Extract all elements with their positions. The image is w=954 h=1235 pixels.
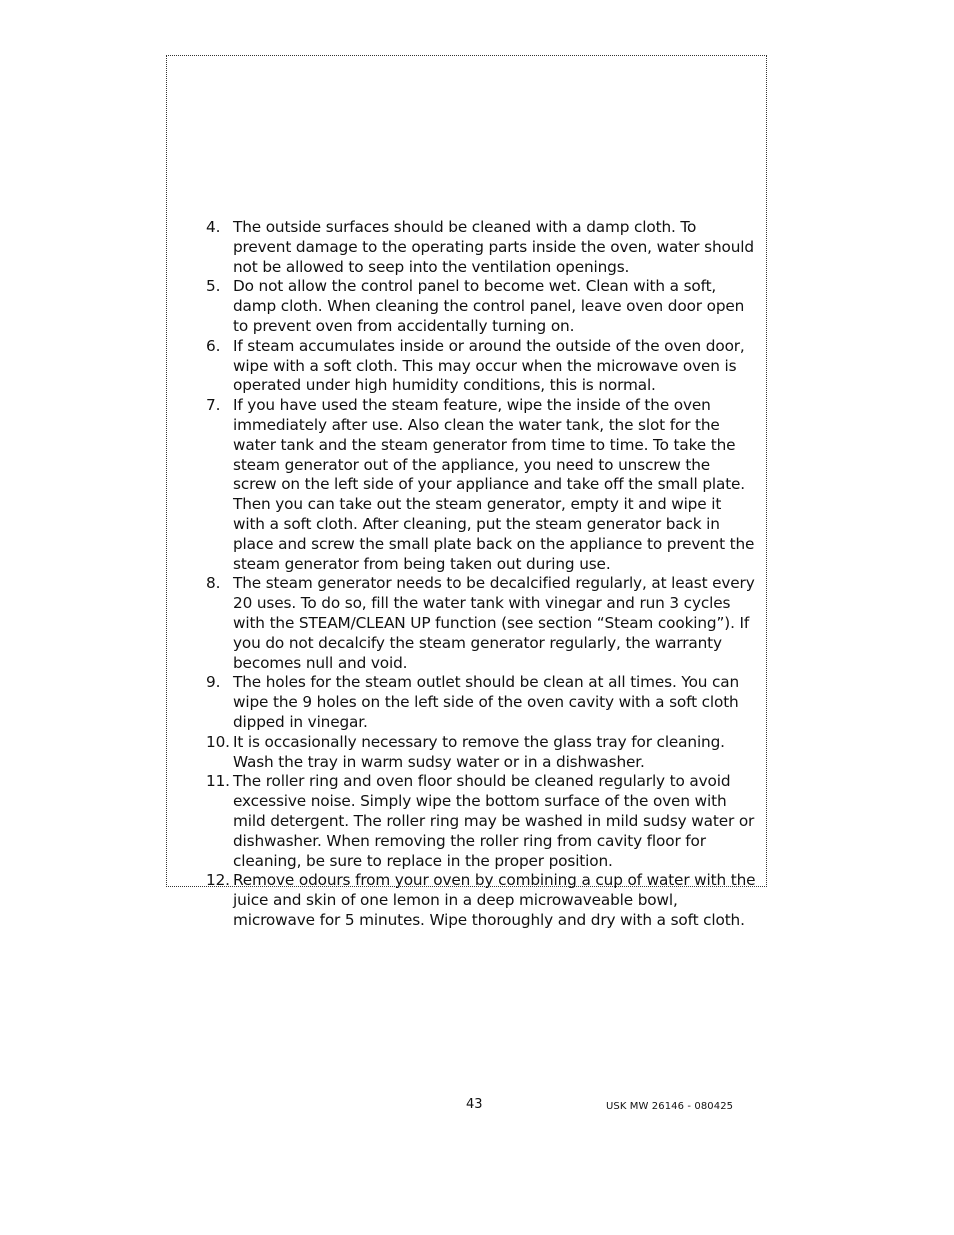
list-item-text: Remove odours from your oven by combining a cup of water with the juice and skin of one lemon in a deep microwaveable bowl, microwave for 5 minutes. Wipe thoroughly and dry with a soft cloth.	[233, 871, 756, 929]
list-item-number: 10.	[206, 732, 230, 751]
list-item-12	[196, 871, 756, 930]
list-item-number: 4.	[206, 218, 221, 236]
list-item-number: 9.	[206, 673, 221, 692]
list-item-6	[196, 337, 756, 396]
list-item-text: If you have used the steam feature, wipe the inside of the oven immediately after use. Also clean the water tank, the slot for the water tank and the steam generator from time to time. To take the steam generator out of the appliance, you need to unscrew the screw on the left side of your appliance and take off the small plate. Then you can take out the steam generator, empty it and wipe it with a soft cloth. After cleaning, put the steam generator back in place and screw the small plate back on the appliance to prevent the steam generator from being taken out during use.	[233, 396, 755, 573]
list-item-8	[196, 574, 756, 673]
list-item-10	[196, 733, 756, 773]
list-item-number: 6.	[206, 336, 221, 355]
cleaning-instructions-list	[196, 218, 756, 931]
list-item-number: 7.	[206, 396, 221, 415]
list-item-text: Do not allow the control panel to become wet. Clean with a soft, damp cloth. When cleaning the control panel, leave oven door open to prevent oven from accidentally turning on.	[233, 277, 745, 335]
list-item-number: 12.	[206, 871, 230, 890]
list-item-text: It is occasionally necessary to remove the glass tray for cleaning. Wash the tray in warm sudsy water or in a dishwasher.	[233, 732, 725, 771]
list-item-7	[196, 396, 756, 574]
list-item-text: The holes for the steam outlet should be clean at all times. You can wipe the 9 holes on the left side of the oven cavity with a soft cloth dipped in vinegar.	[233, 673, 740, 731]
list-item-number: 8.	[206, 574, 221, 593]
list-item-text: The outside surfaces should be cleaned with a damp cloth. To prevent damage to the operating parts inside the oven, water should not be allowed to seep into the ventilation openings.	[233, 218, 754, 276]
list-item-5	[196, 277, 756, 336]
list-item-4	[196, 218, 756, 277]
list-item-number: 5.	[206, 277, 221, 296]
list-item-text: If steam accumulates inside or around the outside of the oven door, wipe with a soft cloth. This may occur when the microwave oven is operated under high humidity conditions, this is normal.	[233, 336, 745, 395]
list-item-9	[196, 673, 756, 732]
list-item-number: 11.	[206, 772, 230, 791]
page-number: 43	[466, 1097, 483, 1112]
list-item-text: The steam generator needs to be decalcified regularly, at least every 20 uses. To do so, fill the water tank with vinegar and run 3 cycles with the STEAM/CLEAN UP function (see section “Steam cooking”). If you do not decalcify the steam generator regularly, the warranty becomes null and void.	[233, 574, 755, 672]
list-item-text: The roller ring and oven floor should be cleaned regularly to avoid excessive noise. Simply wipe the bottom surface of the oven with mild detergent. The roller ring may be washed in mild sudsy water or dishwasher. When removing the roller ring from cavity floor for cleaning, be sure to replace in the proper position.	[233, 772, 755, 870]
document-code: USK MW 26146 - 080425	[606, 1101, 734, 1112]
list-item-11	[196, 772, 756, 871]
